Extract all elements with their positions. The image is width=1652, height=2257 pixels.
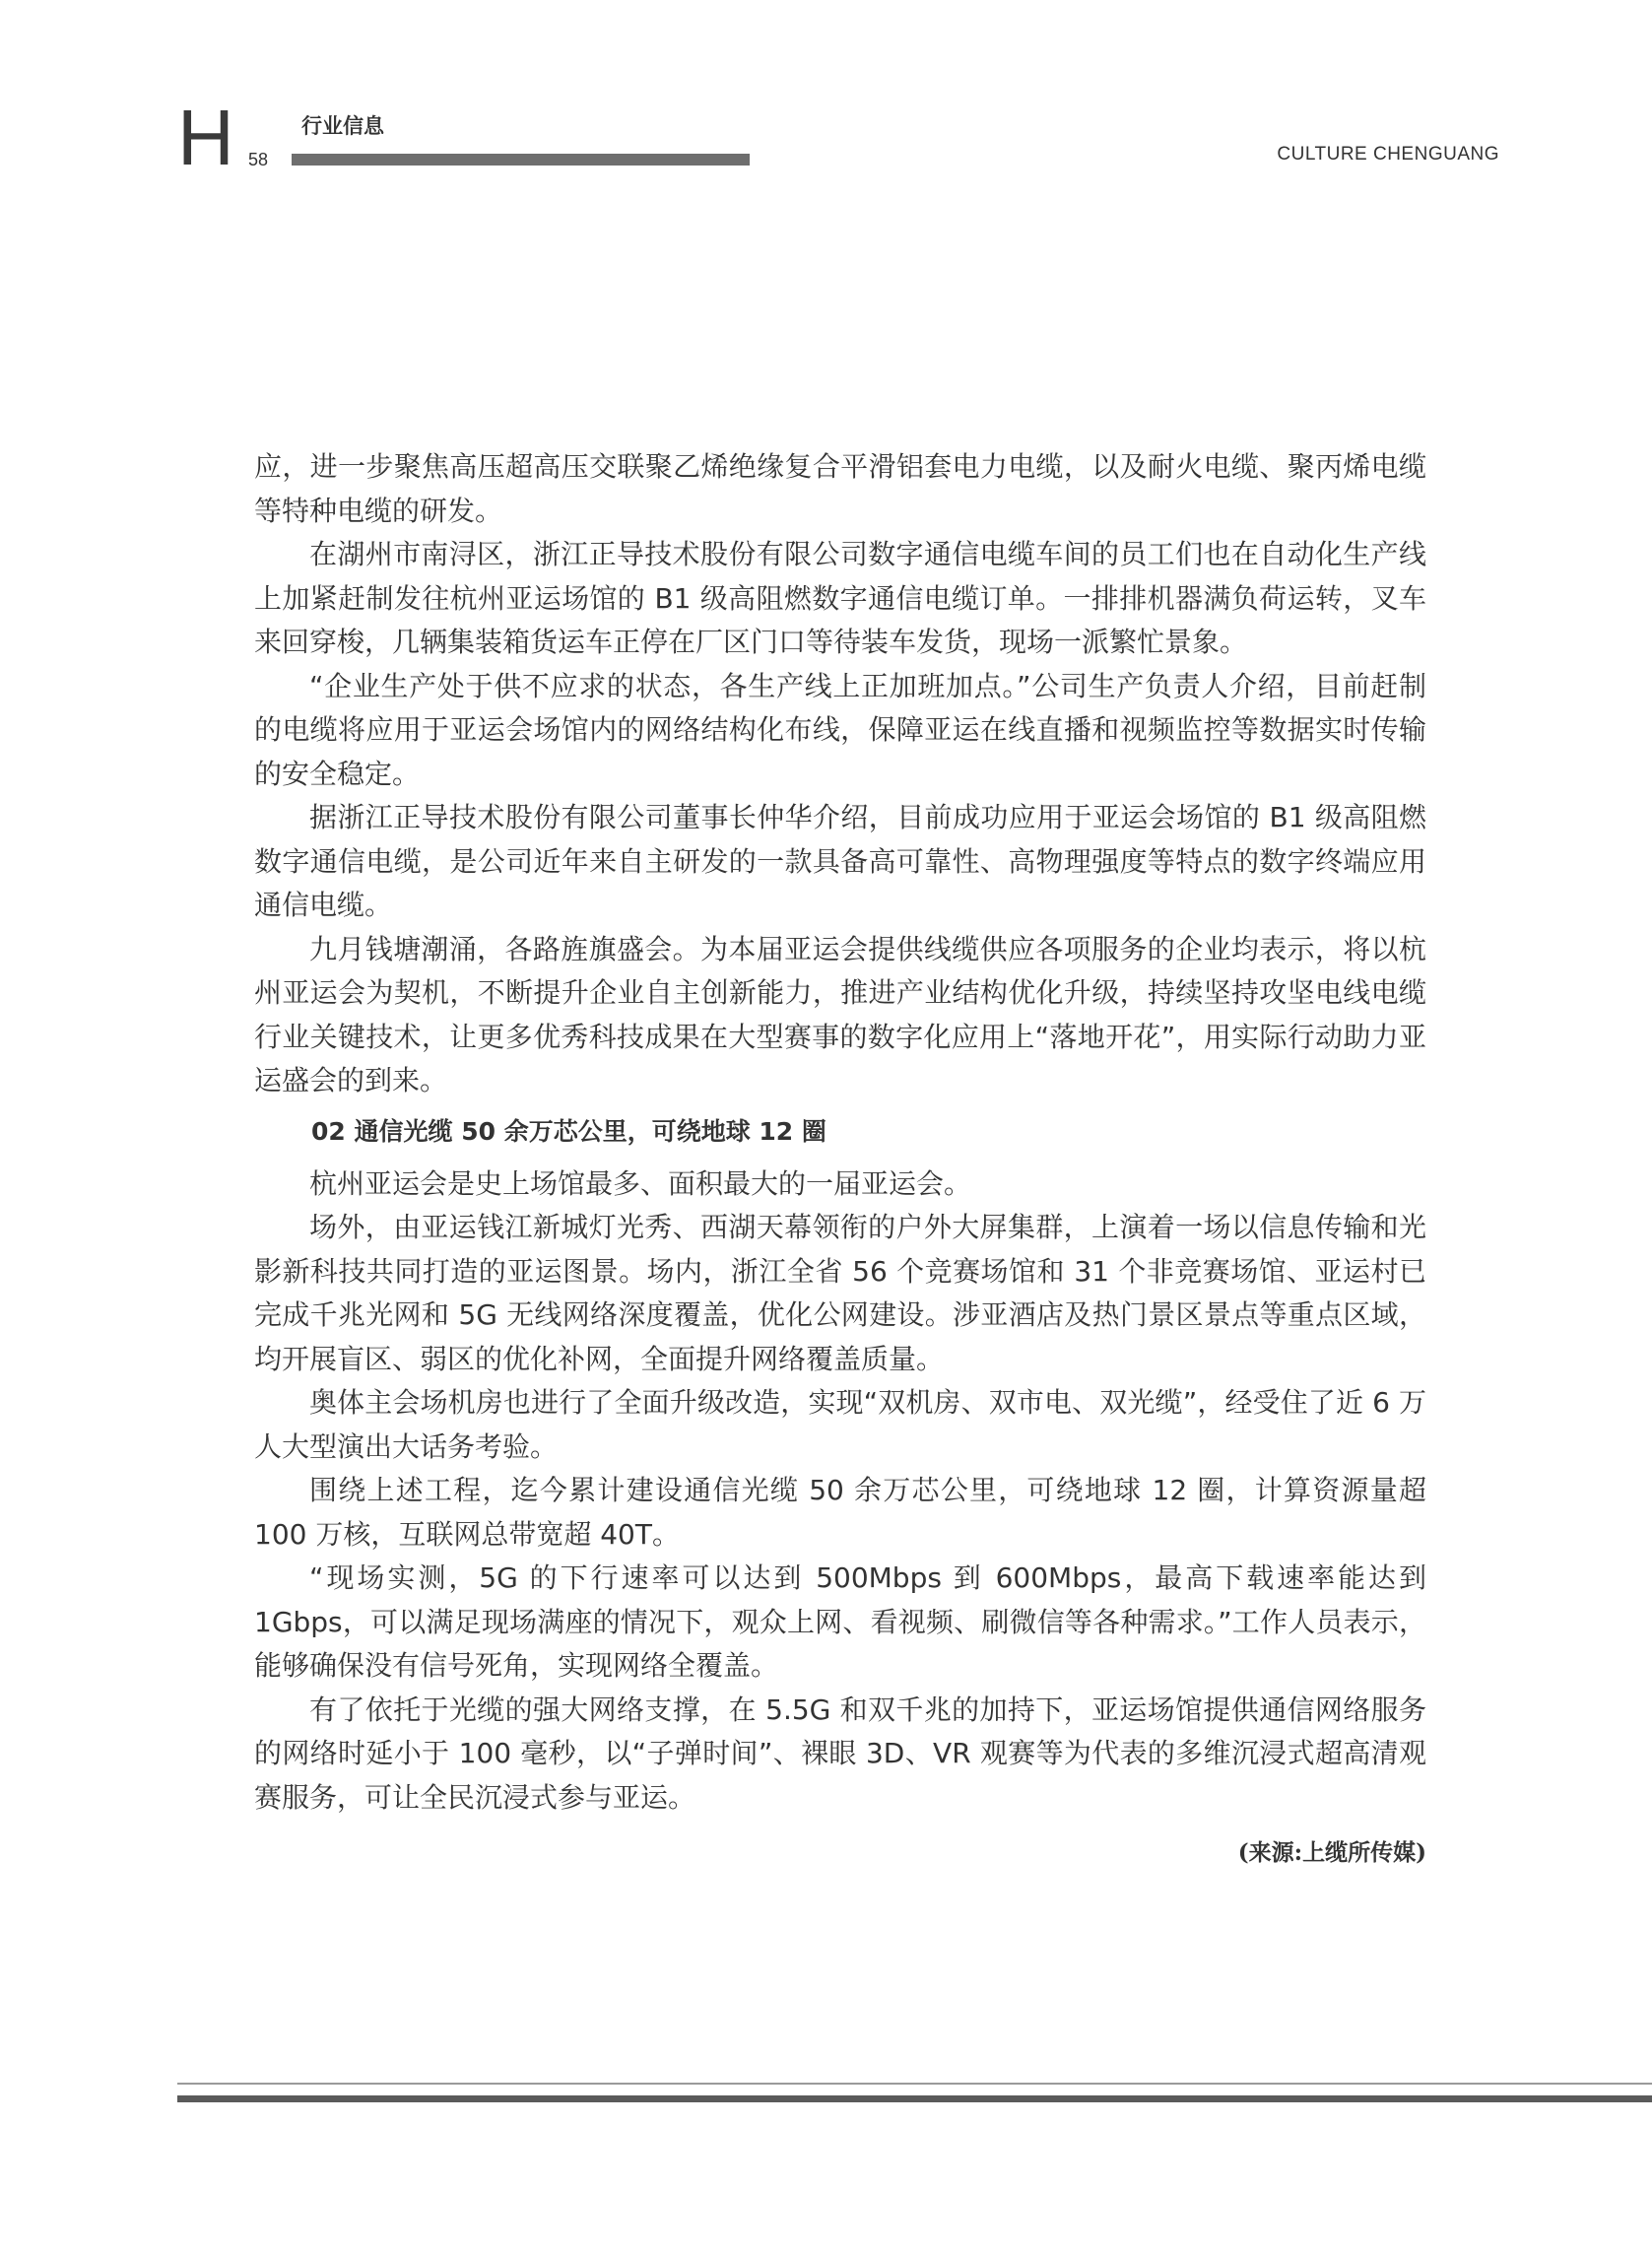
article-subheading: 02 通信光缆 50 余万芯公里，可绕地球 12 圈	[311, 1116, 826, 1146]
article-body	[254, 445, 1426, 1873]
paragraph-6: 杭州亚运会是史上场馆最多、面积最大的一届亚运会。	[309, 1166, 972, 1200]
paragraph-7: 场外，由亚运钱江新城灯光秀、西湖天幕领衔的户外大屏集群，上演着一场以信息传输和光影新科技共同打造的亚运图景。场内，浙江全省 56 个竞赛场馆和 31 个非竞赛场馆、亚运村已完成千兆光网和 5G 无线网络深度覆盖，优化公网建设。涉亚酒店及热门景区景点等重点区域，均开展盲区、弱区的优化补网，全面提升网络覆盖质量。	[254, 1211, 1426, 1375]
paragraph-1: 应，进一步聚焦高压超高压交联聚乙烯绝缘复合平滑铝套电力电缆，以及耐火电缆、聚丙烯电缆等特种电缆的研发。	[254, 450, 1426, 527]
paragraph-9: 围绕上述工程，迄今累计建设通信光缆 50 余万芯公里，可绕地球 12 圈，计算资源量超 100 万核，互联网总带宽超 40T。	[254, 1474, 1426, 1551]
footer-divider-thin	[177, 2083, 1652, 2085]
paragraph-5: 九月钱塘潮涌，各路旌旗盛会。为本届亚运会提供线缆供应各项服务的企业均表示，将以杭州亚运会为契机，不断提升企业自主创新能力，推进产业结构优化升级，持续坚持攻坚电线电缆行业关键技术，让更多优秀科技成果在大型赛事的数字化应用上“落地开花”，用实际行动助力亚运盛会的到来。	[254, 932, 1426, 1096]
paragraph-8: 奥体主会场机房也进行了全面升级改造，实现“双机房、双市电、双光缆”，经受住了近 6 万人大型演出大话务考验。	[254, 1386, 1426, 1463]
paragraph-4: 据浙江正导技术股份有限公司董事长仲华介绍，目前成功应用于亚运会场馆的 B1 级高阻燃数字通信电缆，是公司近年来自主研发的一款具备高可靠性、高物理强度等特点的数字终端应用通信电缆。	[254, 801, 1426, 921]
paragraph-11: 有了依托于光缆的强大网络支撑，在 5.5G 和双千兆的加持下，亚运场馆提供通信网络服务的网络时延小于 100 毫秒，以“子弹时间”、裸眼 3D、VR 观赛等为代表的多维沉浸式超高清观赛服务，可让全民沉浸式参与亚运。	[254, 1693, 1426, 1814]
section-title: 行业信息	[301, 114, 384, 138]
paragraph-2: 在湖州市南浔区，浙江正导技术股份有限公司数字通信电缆车间的员工们也在自动化生产线上加紧赶制发往杭州亚运场馆的 B1 级高阻燃数字通信电缆订单。一排排机器满负荷运转，叉车来回穿梭，几辆集装箱货运车正停在厂区门口等待装车发货，现场一派繁忙景象。	[254, 538, 1426, 658]
footer-divider-thick	[177, 2095, 1652, 2102]
page-number: 58	[248, 150, 269, 169]
magazine-name: CULTURE CHENGUANG	[1277, 144, 1499, 165]
header-divider-bar	[292, 154, 750, 166]
paragraph-10: “现场实测，5G 的下行速率可以达到 500Mbps 到 600Mbps，最高下载速率能达到 1Gbps，可以满足现场满座的情况下，观众上网、看视频、刷微信等各种需求。”工作人员表示，能够确保没有信号死角，实现网络全覆盖。	[254, 1561, 1426, 1682]
article-source: (来源:上缆所传媒)	[1237, 1839, 1426, 1866]
header-letter-logo: H	[177, 94, 234, 181]
paragraph-3: “企业生产处于供不应求的状态，各生产线上正加班加点。”公司生产负责人介绍，目前赶制的电缆将应用于亚运会场馆内的网络结构化布线，保障亚运在线直播和视频监控等数据实时传输的安全稳定。	[254, 669, 1426, 790]
